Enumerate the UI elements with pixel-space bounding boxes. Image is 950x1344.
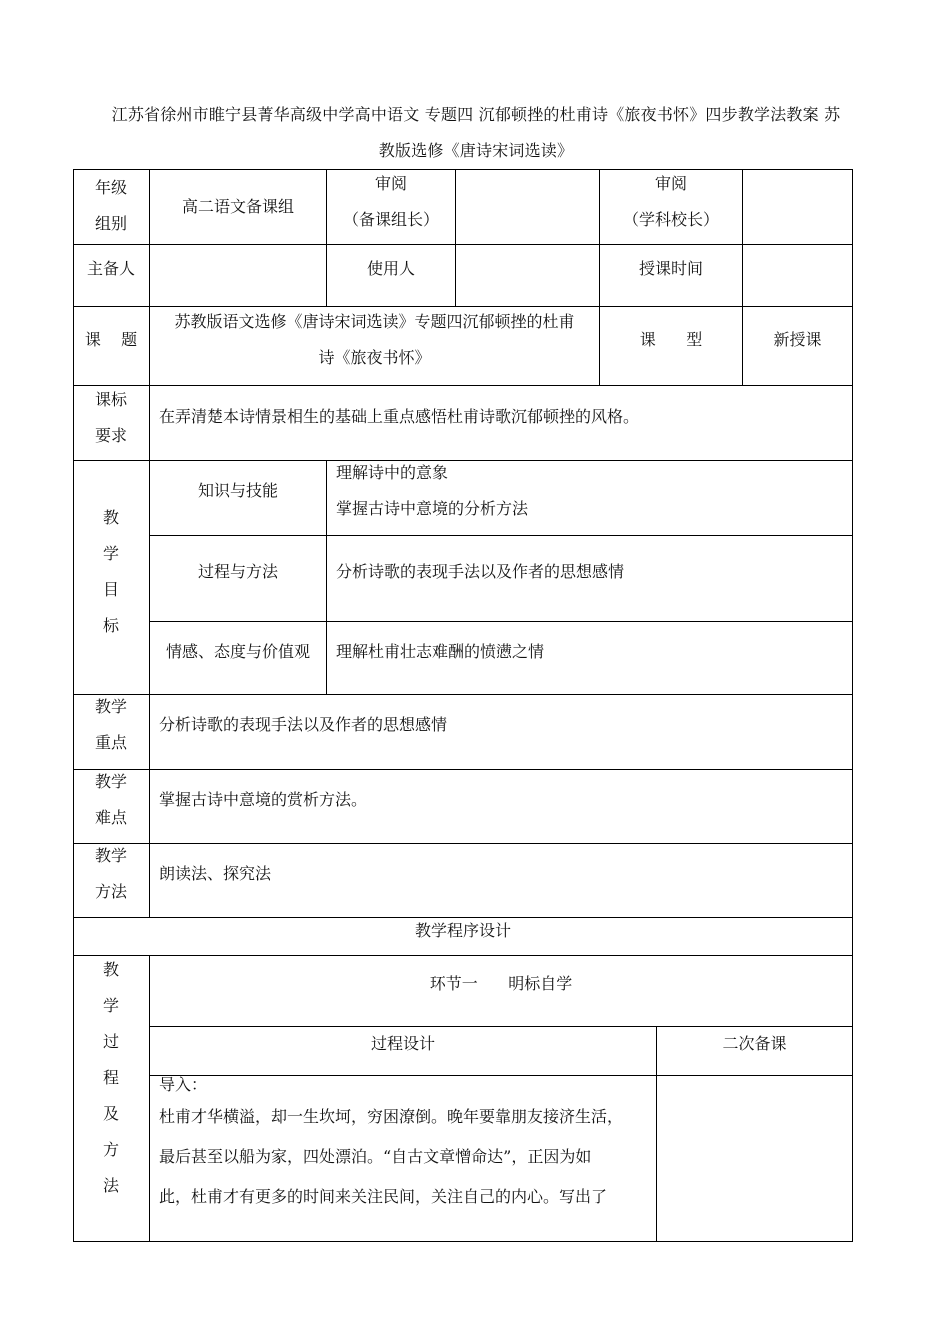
topic-label: 课 题 bbox=[84, 330, 138, 349]
process-method-value: 分析诗歌的表现手法以及作者的思想感情 bbox=[336, 562, 625, 581]
content-line: 杜甫才华横溢，却一生坎坷，穷困潦倒。晚年要靠朋友接济生活， bbox=[159, 1107, 624, 1126]
review-principal-label: 审阅 （学科校长） bbox=[622, 174, 719, 229]
process-method-label: 过程与方法 bbox=[197, 562, 278, 581]
knowledge-value: 理解诗中的意象 掌握古诗中意境的分析方法 bbox=[336, 463, 529, 518]
key-point-value: 分析诗歌的表现手法以及作者的思想感情 bbox=[159, 715, 448, 734]
design-content bbox=[159, 1073, 653, 1217]
process-label: 教 学 过 程 及 方 法 bbox=[102, 960, 119, 1195]
emotion-label: 情感、态度与价值观 bbox=[165, 642, 310, 661]
title-line-2: 教版选修《唐诗宋词选读》 bbox=[378, 141, 574, 160]
goals-label: 教 学 目 标 bbox=[102, 508, 119, 635]
grade-value: 高二语文备课组 bbox=[181, 197, 294, 216]
content-line: 此，杜甫才有更多的时间来关注民间，关注自己的内心。写出了 bbox=[159, 1187, 608, 1206]
grade-label: 年级 组别 bbox=[94, 178, 127, 233]
lesson-plan-table bbox=[73, 169, 853, 1242]
difficulty-label: 教学 难点 bbox=[94, 772, 127, 827]
second-prep-label: 二次备课 bbox=[722, 1034, 787, 1053]
review-group-leader-label: 审阅 （备课组长） bbox=[342, 174, 439, 229]
key-point-label: 教学 重点 bbox=[94, 697, 127, 752]
design-label: 过程设计 bbox=[370, 1034, 435, 1053]
method-label: 教学 方法 bbox=[94, 846, 127, 901]
stage-title: 环节一 明标自学 bbox=[429, 974, 573, 993]
lesson-type-value: 新授课 bbox=[773, 330, 822, 349]
emotion-value: 理解杜甫壮志难酬的愤懑之情 bbox=[336, 642, 545, 661]
standard-label: 课标 要求 bbox=[94, 390, 127, 445]
standard-value: 在弄清楚本诗情景相生的基础上重点感悟杜甫诗歌沉郁顿挫的风格。 bbox=[159, 407, 640, 426]
content-line: 导入： bbox=[159, 1075, 208, 1094]
preparer-label: 主备人 bbox=[86, 259, 135, 278]
lesson-type-label: 课 型 bbox=[639, 330, 703, 349]
topic-value: 苏教版语文选修《唐诗宋词选读》专题四沉郁顿挫的杜甫 诗《旅夜书怀》 bbox=[174, 312, 575, 367]
method-value: 朗读法、探究法 bbox=[159, 864, 272, 883]
user-label: 使用人 bbox=[366, 259, 415, 278]
knowledge-label: 知识与技能 bbox=[197, 481, 278, 500]
program-title: 教学程序设计 bbox=[414, 921, 511, 940]
title-line-1: 江苏省徐州市睢宁县菁华高级中学高中语文 专题四 沉郁顿挫的杜甫诗《旅夜书怀》四步教学法教案 苏 bbox=[111, 105, 841, 124]
difficulty-value: 掌握古诗中意境的赏析方法。 bbox=[159, 790, 368, 809]
lesson-time-label: 授课时间 bbox=[638, 259, 703, 278]
content-line: 最后甚至以船为家，四处漂泊。“自古文章憎命达”，正因为如 bbox=[159, 1147, 592, 1166]
document-title bbox=[86, 97, 866, 169]
